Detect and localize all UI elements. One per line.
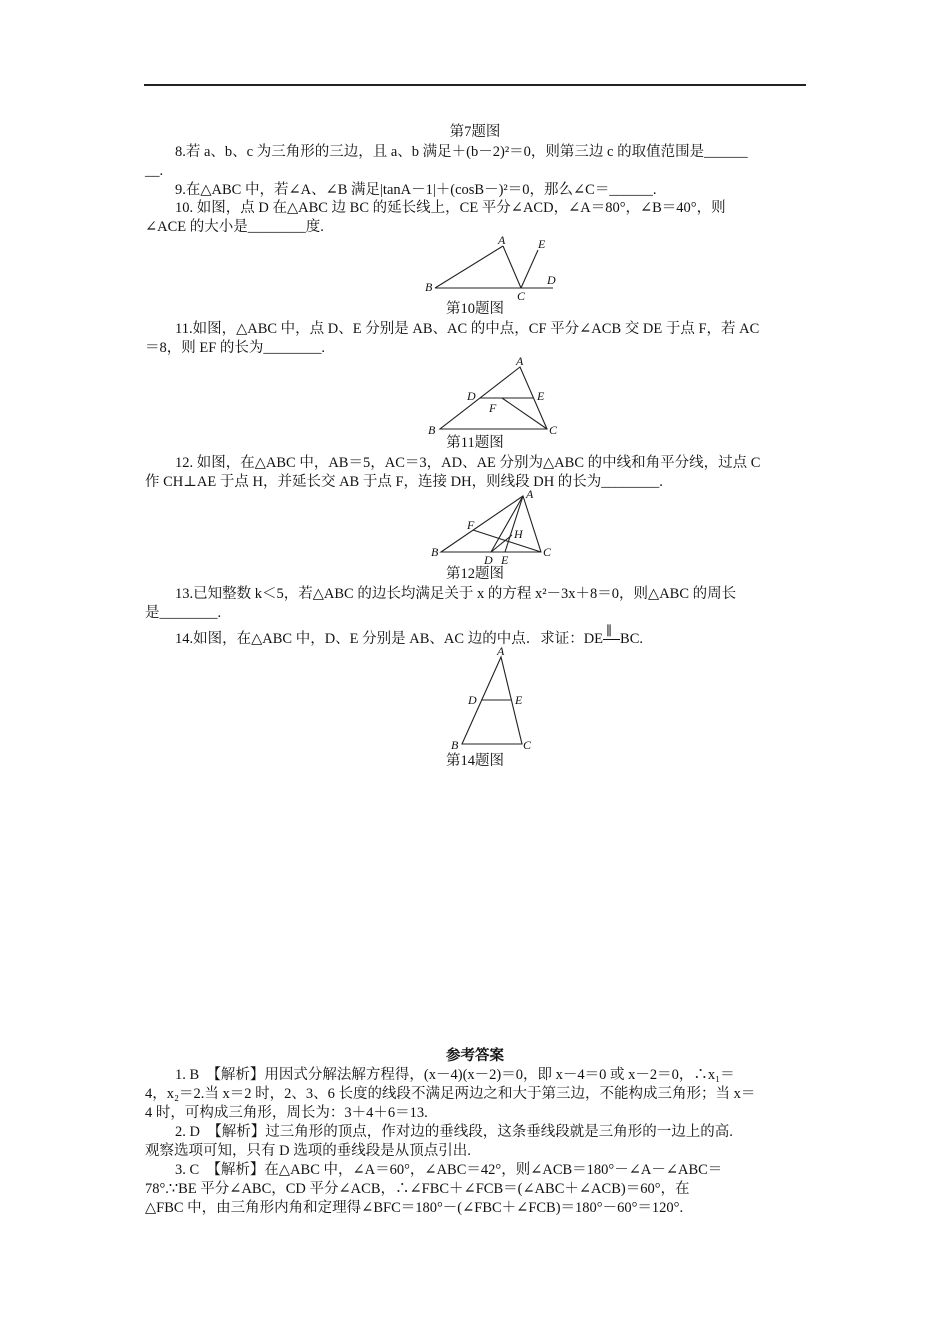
- fig14-label-c: C: [523, 738, 532, 752]
- problem-11-line2: ＝8，则 EF 的长为________.: [145, 340, 326, 356]
- caption-fig11: 第11题图: [446, 435, 504, 451]
- fig14-label-a: A: [497, 644, 505, 658]
- fig10-label-c: C: [517, 289, 526, 303]
- fig12-label-h: H: [514, 527, 523, 541]
- problem-10-line2: ∠ACE 的大小是________度.: [145, 219, 324, 235]
- caption-fig7: 第7题图: [449, 124, 501, 140]
- fig11-label-d: D: [467, 389, 476, 403]
- fig10-label-d: D: [547, 273, 556, 287]
- fig10-side-ac: [503, 246, 521, 288]
- answer-1-line1: 1. B 【解析】用因式分解法解方程得，(x－4)(x－2)＝0，即 x－4＝0 或 x－2＝0，∴x₁＝: [175, 1067, 735, 1083]
- header-rule: [144, 84, 806, 86]
- fig11-label-f: F: [489, 401, 497, 415]
- fig12-triangle: [441, 496, 541, 552]
- figure-10: [420, 232, 570, 303]
- problem-12-line1: 12. 如图，在△ABC 中，AB＝5，AC＝3，AD、AE 分别为△ABC 的中线和角平分线，过点 C: [175, 455, 761, 471]
- answer-3-line1: 3. C 【解析】在△ABC 中，∠A＝60°，∠ABC＝42°，则∠ACB＝180°－∠A－∠ABC＝: [175, 1162, 723, 1178]
- fig14-label-e: E: [515, 693, 523, 707]
- problem-13-line1: 13.已知整数 k＜5，若△ABC 的边长均满足关于 x 的方程 x²－3x＋8＝0，则△ABC 的周长: [175, 586, 737, 602]
- fig11-label-b: B: [428, 423, 436, 437]
- caption-fig10: 第10题图: [446, 301, 504, 317]
- fig10-label-a: A: [498, 233, 506, 247]
- fig12-label-f: F: [467, 518, 475, 532]
- answer-1-line3: 4 时，可构成三角形，周长为：3＋4＋6＝13.: [145, 1105, 428, 1121]
- answer-2-line2: 观察选项可知，只有 D 选项的垂线段是从顶点引出.: [145, 1143, 471, 1159]
- problem-13-line2: 是________.: [145, 605, 222, 621]
- fig11-label-c: C: [549, 423, 558, 437]
- fig11-label-a: A: [516, 354, 524, 368]
- fig12-label-d: D: [484, 553, 493, 567]
- fig12-label-c: C: [543, 545, 552, 559]
- problem-10-line1: 10. 如图，点 D 在△ABC 边 BC 的延长线上，CE 平分∠ACD，∠A＝80°，∠B＝40°，则: [175, 200, 726, 216]
- fig12-label-a: A: [526, 487, 534, 501]
- fig12-segment-cf: [473, 530, 541, 552]
- answer-1-line2: 4，x₂＝2.当 x＝2 时，2、3、6 长度的线段不满足两边之和大于第三边，不能构成三角形；当 x＝: [145, 1086, 756, 1102]
- caption-fig14: 第14题图: [446, 753, 504, 769]
- problem-11-line1: 11.如图，△ABC 中，点 D、E 分别是 AB、AC 的中点，CF 平分∠ACB 交 DE 于点 F，若 AC: [175, 321, 760, 337]
- fig10-label-e: E: [538, 237, 546, 251]
- problem-8-line1: 8.若 a、b、c 为三角形的三边，且 a、b 满足＋(b－2)²＝0，则第三边 c 的取值范围是______: [175, 144, 748, 160]
- answer-3-line2: 78°.∵BE 平分∠ABC，CD 平分∠ACB，∴∠FBC＋∠FCB＝(∠ABC＋∠ACB)＝60°，在: [145, 1181, 690, 1197]
- fig10-label-b: B: [425, 280, 433, 294]
- figure-11: [420, 352, 570, 437]
- problem-14-end: BC.: [620, 631, 644, 647]
- answers-title: 参考答案: [446, 1048, 504, 1064]
- fig10-bisector-ce: [521, 250, 538, 288]
- figure-14: [445, 645, 545, 755]
- caption-fig12: 第12题图: [446, 566, 504, 582]
- problem-12-line2: 作 CH⊥AE 于点 H，并延长交 AB 于点 F，连接 DH，则线段 DH 的长为________.: [145, 474, 663, 490]
- problem-14-text: 14.如图，在△ABC 中，D、E 分别是 AB、AC 边的中点．求证：DE: [175, 631, 604, 647]
- fig12-median-ad: [491, 496, 523, 552]
- fig14-label-d: D: [468, 693, 477, 707]
- fig14-label-b: B: [451, 738, 459, 752]
- problem-9: 9.在△ABC 中，若∠A、∠B 满足|tanA－1|＋(cosB－)²＝0，那么∠C＝______.: [175, 182, 657, 198]
- figure-12: [428, 486, 568, 567]
- answer-2-line1: 2. D 【解析】过三角形的顶点，作对边的垂线段，这条垂线段就是三角形的一边上的高.: [175, 1124, 733, 1140]
- fig10-side-ab: [435, 246, 503, 288]
- answer-3-line3: △FBC 中，由三角形内角和定理得∠BFC＝180°－(∠FBC＋∠FCB)＝180°－60°＝120°.: [145, 1200, 684, 1216]
- fig12-label-e: E: [501, 553, 509, 567]
- fig12-segment-dh: [491, 535, 512, 552]
- fig11-label-e: E: [537, 389, 545, 403]
- fig12-label-b: B: [431, 545, 439, 559]
- problem-8-line2: __.: [145, 163, 164, 179]
- parallel-equal-symbol: ∥: [603, 630, 620, 649]
